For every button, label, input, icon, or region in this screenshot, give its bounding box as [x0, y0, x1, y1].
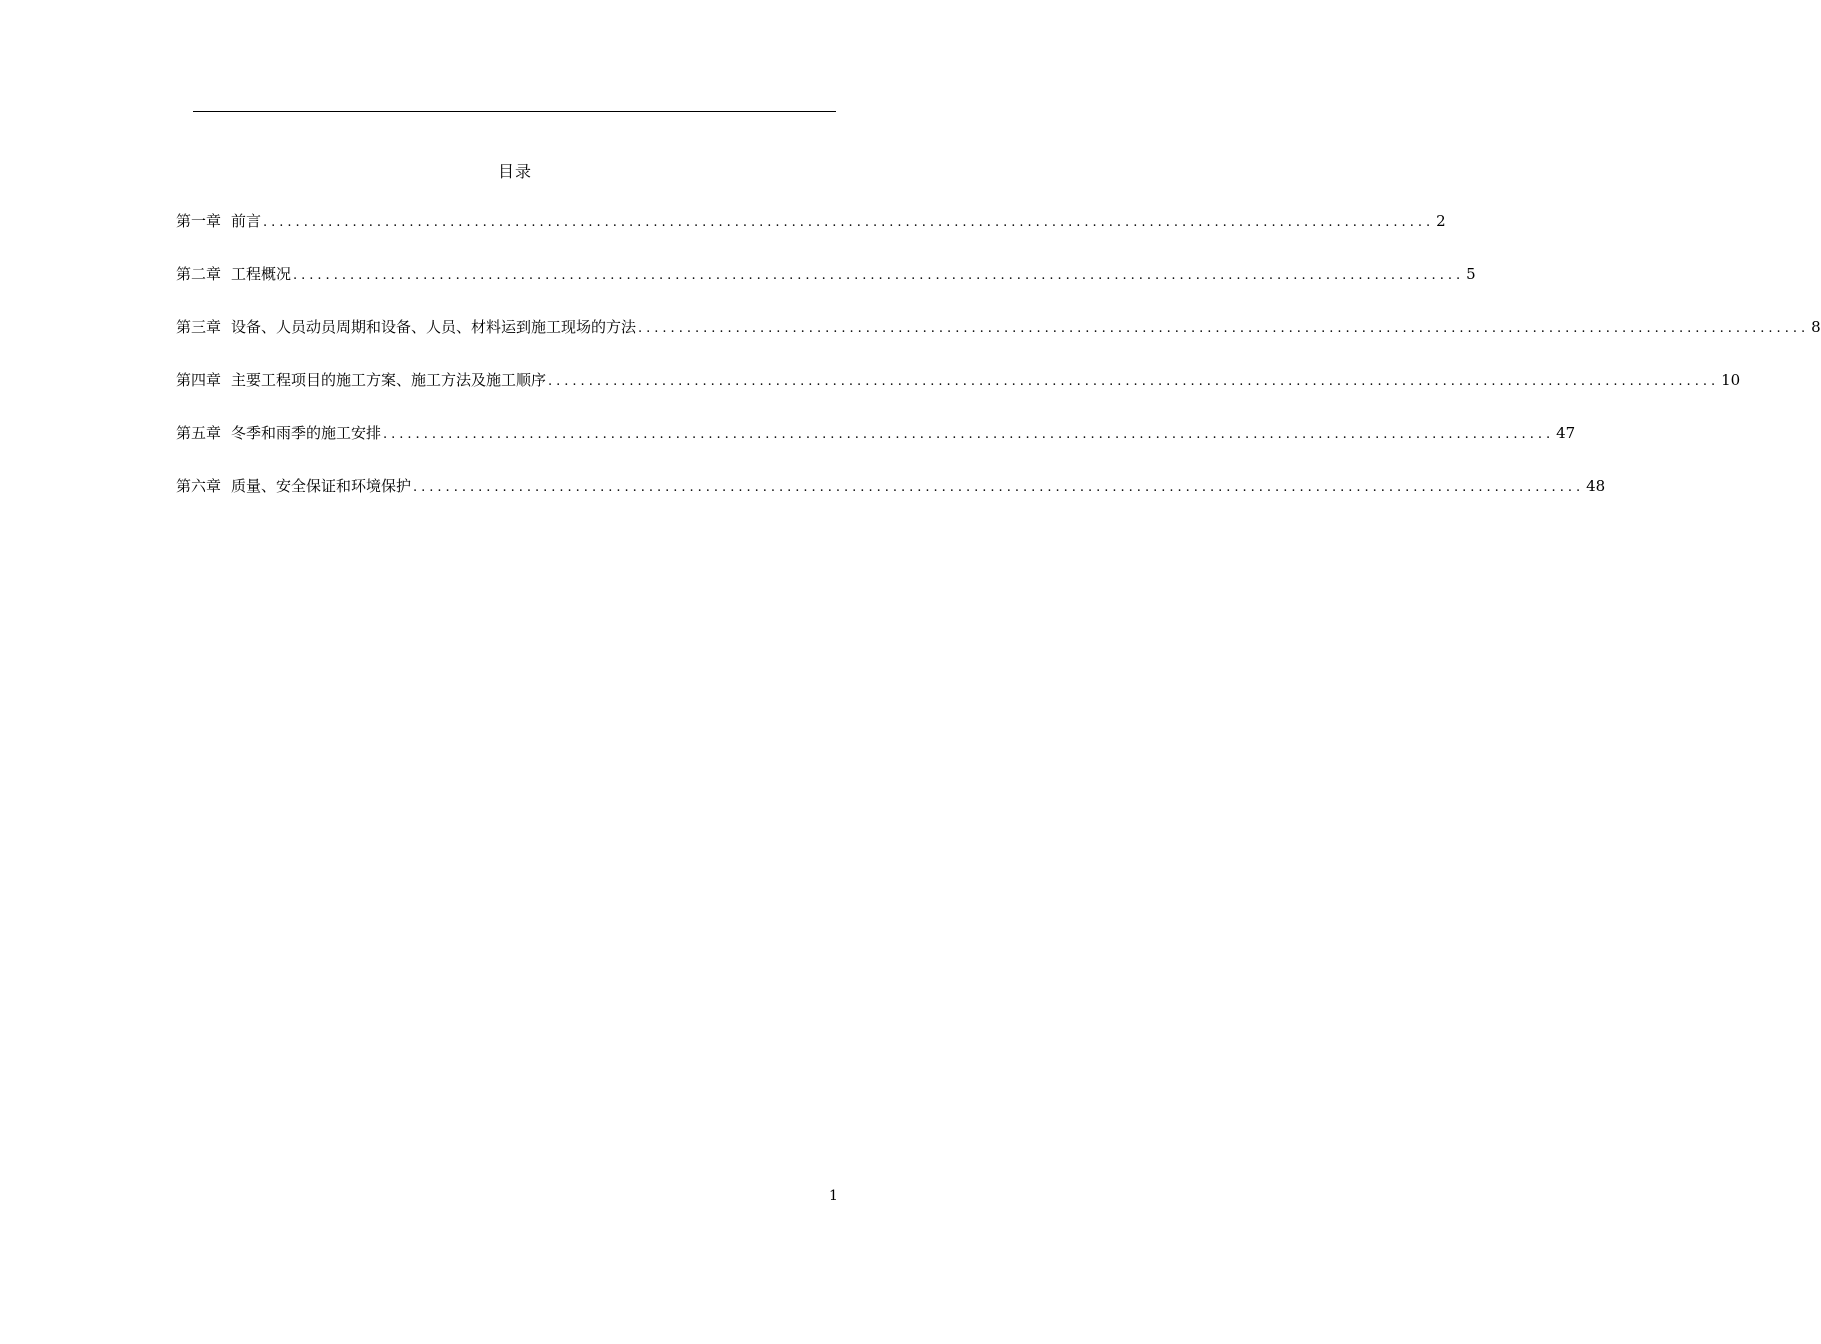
toc-entry-title: 质量、安全保证和环境保护 — [231, 477, 412, 495]
toc-chapter-label: 第四章 — [176, 371, 222, 389]
toc-entry[interactable] — [176, 369, 1741, 422]
table-of-contents — [176, 210, 1821, 528]
toc-page-number: 10 — [1721, 371, 1741, 389]
toc-chapter-label: 第一章 — [176, 212, 222, 230]
toc-entry[interactable] — [176, 263, 1476, 316]
toc-chapter-label: 第三章 — [176, 318, 222, 336]
toc-entry[interactable] — [176, 316, 1821, 369]
toc-page-number: 8 — [1811, 318, 1821, 336]
dot-leader: ................................................................................................................................................ — [548, 374, 1720, 389]
toc-entry-title: 设备、人员动员周期和设备、人员、材料运到施工现场的方法 — [231, 318, 637, 336]
dot-leader: ................................................................................................................................................ — [383, 427, 1555, 442]
toc-chapter-label: 第二章 — [176, 265, 222, 283]
dot-leader: ................................................................................................................................................ — [413, 480, 1585, 495]
toc-entry[interactable] — [176, 475, 1606, 528]
toc-page-number: 47 — [1556, 424, 1576, 442]
page-number: 1 — [829, 1188, 838, 1204]
toc-entry[interactable] — [176, 210, 1446, 263]
toc-entry-title: 冬季和雨季的施工安排 — [231, 424, 382, 442]
toc-title: 目录 — [497, 162, 532, 181]
dot-leader: ................................................................................................................................................ — [293, 268, 1465, 283]
toc-entry-title: 主要工程项目的施工方案、施工方法及施工顺序 — [231, 371, 547, 389]
toc-page-number: 48 — [1586, 477, 1606, 495]
dot-leader: ................................................................................................................................................ — [263, 215, 1435, 230]
toc-page-number: 5 — [1466, 265, 1476, 283]
header-rule — [193, 111, 836, 112]
dot-leader: ................................................................................................................................................ — [638, 321, 1810, 336]
toc-entry[interactable] — [176, 422, 1576, 475]
toc-chapter-label: 第五章 — [176, 424, 222, 442]
toc-chapter-label: 第六章 — [176, 477, 222, 495]
toc-entry-title: 工程概况 — [231, 265, 292, 283]
toc-entry-title: 前言 — [231, 212, 262, 230]
toc-page-number: 2 — [1436, 212, 1446, 230]
